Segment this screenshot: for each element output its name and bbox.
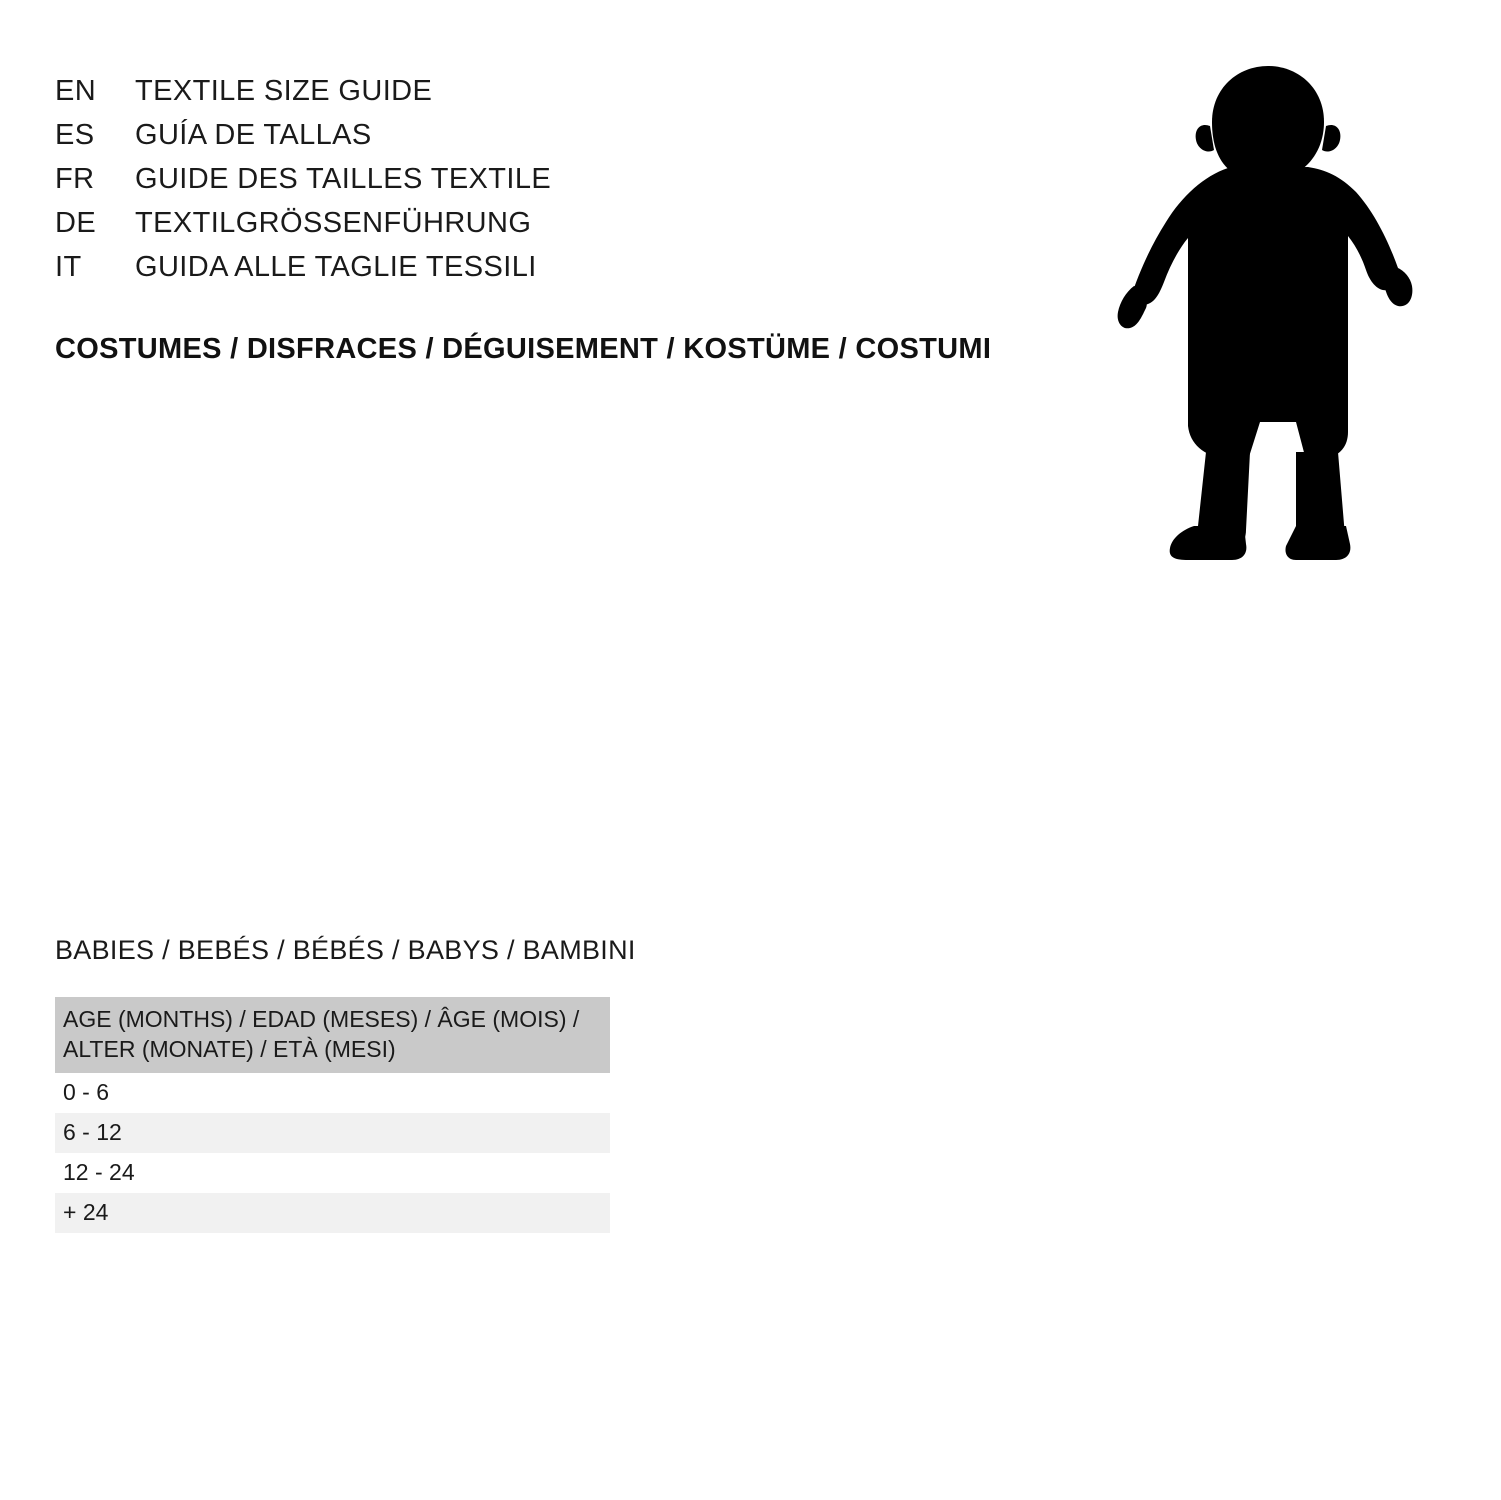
cell-age-range: 12 - 24 (55, 1153, 610, 1193)
language-code: FR (55, 163, 95, 195)
language-row (55, 119, 1055, 163)
cell-age-range: 6 - 12 (55, 1113, 610, 1153)
language-label: GUÍA DE TALLAS (135, 119, 372, 151)
language-list (55, 75, 1055, 295)
language-code: EN (55, 75, 97, 107)
column-header-age: AGE (MONTHS) / EDAD (MESES) / ÂGE (MOIS) / ALTER (MONATE) / ETÀ (MESI) (55, 997, 610, 1073)
language-code: IT (55, 251, 82, 283)
category-heading: COSTUMES / DISFRACES / DÉGUISEMENT / KOSTÜME / COSTUMI (55, 333, 992, 365)
language-label: GUIDA ALLE TAGLIE TESSILI (135, 251, 537, 283)
cell-age-range: 0 - 6 (55, 1073, 610, 1113)
size-table-body (55, 1073, 610, 1233)
language-row (55, 207, 1055, 251)
language-label: GUIDE DES TAILLES TEXTILE (135, 163, 552, 195)
language-label: TEXTILE SIZE GUIDE (135, 75, 433, 107)
table-row (55, 1113, 610, 1153)
size-table (55, 997, 610, 1233)
language-row (55, 163, 1055, 207)
language-row (55, 75, 1055, 119)
table-row (55, 1193, 610, 1233)
baby-silhouette-icon (1100, 60, 1440, 560)
language-code: ES (55, 119, 95, 151)
cell-age-range: + 24 (55, 1193, 610, 1233)
size-table-head (55, 997, 610, 1073)
table-row (55, 1153, 610, 1193)
table-section-title: BABIES / BEBÉS / BÉBÉS / BABYS / BAMBINI (55, 935, 636, 965)
language-code: DE (55, 207, 97, 239)
language-row (55, 251, 1055, 295)
table-header-row (55, 997, 610, 1073)
language-label: TEXTILGRÖSSENFÜHRUNG (135, 207, 532, 239)
table-row (55, 1073, 610, 1113)
